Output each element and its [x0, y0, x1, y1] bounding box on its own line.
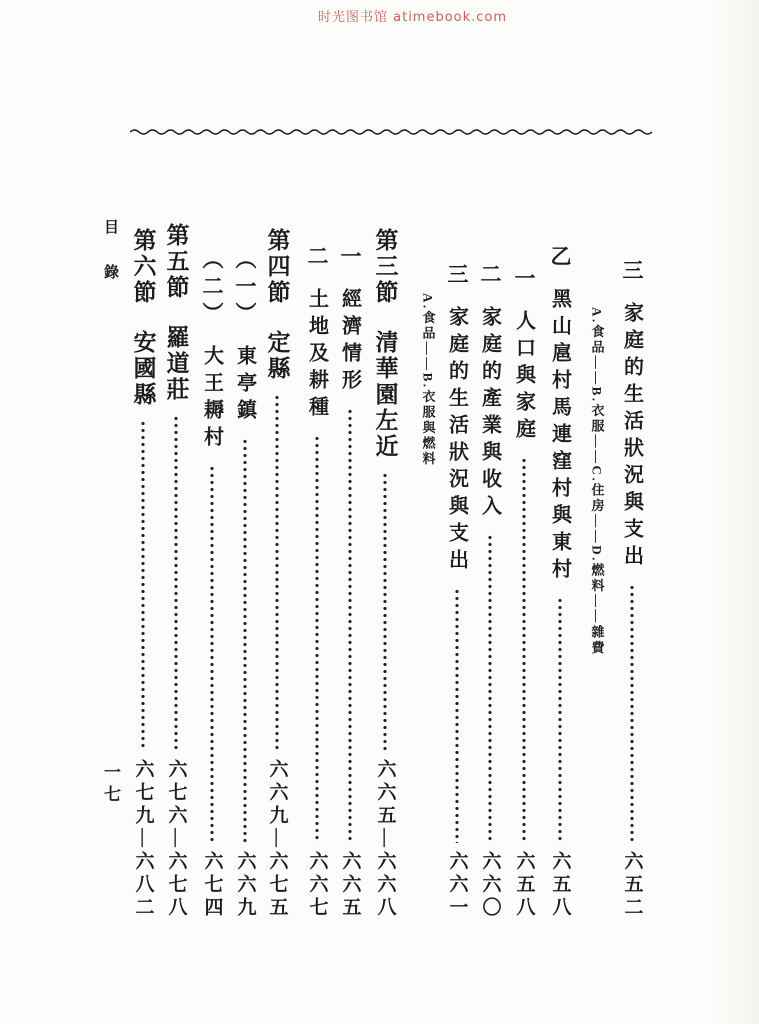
entry-page-number: 六七四	[201, 851, 223, 920]
toc-entry	[130, 215, 156, 920]
entry-page-number: 六五二	[621, 851, 643, 920]
dotted-leader	[242, 438, 248, 843]
dotted-leader	[314, 435, 320, 843]
entry-number: （一）	[233, 248, 257, 329]
entry-title: 人口與家庭	[512, 310, 535, 445]
entry-number: 二	[478, 263, 502, 290]
entry-number: 一	[512, 267, 536, 294]
entry-title: 定縣	[264, 330, 290, 382]
dotted-leader	[521, 457, 527, 843]
entry-title: 家庭的生活狀況與支出	[445, 306, 468, 576]
entry-title: 清華園左近	[372, 330, 398, 460]
toc-entry	[619, 215, 645, 920]
entry-page-number: 六六九—六七五	[266, 759, 288, 920]
entry-page-number: 六五八	[549, 851, 571, 920]
margin-label: 目錄	[102, 219, 118, 309]
dotted-leader	[173, 415, 179, 751]
dotted-leader	[557, 597, 563, 843]
dotted-leader	[140, 420, 146, 751]
folio-page-number: 一七	[101, 763, 120, 807]
entry-title: 土地及耕種	[305, 288, 328, 423]
toc-entry	[588, 215, 606, 656]
toc-entry	[372, 215, 398, 920]
entry-page-number: 六六〇	[479, 851, 501, 920]
entry-number: 三	[445, 263, 469, 290]
dotted-leader	[487, 534, 493, 843]
entry-page-number: 六七九—六八二	[132, 759, 154, 920]
toc-entry	[163, 215, 189, 920]
entry-title: 安國縣	[130, 330, 156, 408]
entry-title: 大王耨村	[200, 345, 223, 453]
entry-number: 第五節	[163, 223, 189, 301]
toc-entry	[304, 215, 330, 920]
toc-entry	[264, 215, 290, 920]
table-of-contents	[130, 215, 645, 920]
entry-title: 東亭鎮	[233, 345, 256, 426]
entry-page-number: 六六九	[234, 851, 256, 920]
dotted-leader	[382, 472, 388, 751]
entry-page-number: 六六七	[306, 851, 328, 920]
entry-number: 二	[305, 245, 329, 272]
dotted-leader	[274, 394, 280, 751]
toc-entry	[511, 215, 537, 920]
toc-entry	[547, 215, 573, 920]
entry-page-number: 六六五	[339, 851, 361, 920]
dotted-leader	[454, 588, 460, 843]
ornamental-wavy-rule	[130, 125, 660, 138]
watermark: 时光图书馆 atimebook.com	[318, 10, 508, 25]
entry-title: 家庭的生活狀況與支出	[620, 302, 643, 572]
entry-page-number: 六七六—六七八	[165, 759, 187, 920]
toc-entry	[232, 215, 258, 920]
entry-title: 經濟情形	[338, 288, 361, 396]
toc-entry	[337, 215, 363, 920]
entry-title: 黑山扈村馬連窪村與東村	[548, 288, 571, 585]
entry-page-number: 六五八	[513, 851, 535, 920]
toc-entry	[477, 215, 503, 920]
entry-annotation: A.食品——B.衣服——C.住房——D.燃料——雜費	[589, 307, 605, 656]
entry-number: 一	[338, 245, 362, 272]
entry-page-number: 六六一	[446, 851, 468, 920]
entry-number: 乙	[548, 245, 572, 272]
entry-title: 羅道莊	[163, 325, 189, 403]
dotted-leader	[629, 584, 635, 843]
entry-annotation: A.食品——B.衣服與燃料	[420, 293, 436, 468]
entry-page-number: 六六五—六六八	[374, 759, 396, 920]
toc-entry	[444, 215, 470, 920]
entry-number: 第四節	[264, 228, 290, 306]
entry-number: 第三節	[372, 228, 398, 306]
entry-title: 家庭的產業與收入	[478, 306, 501, 522]
entry-number: 三	[620, 259, 644, 286]
dotted-leader	[209, 465, 215, 843]
toc-entry	[199, 215, 225, 920]
entry-number: 第六節	[130, 228, 156, 306]
toc-entry	[419, 215, 437, 467]
dotted-leader	[347, 408, 353, 843]
entry-number: （二）	[200, 248, 224, 329]
